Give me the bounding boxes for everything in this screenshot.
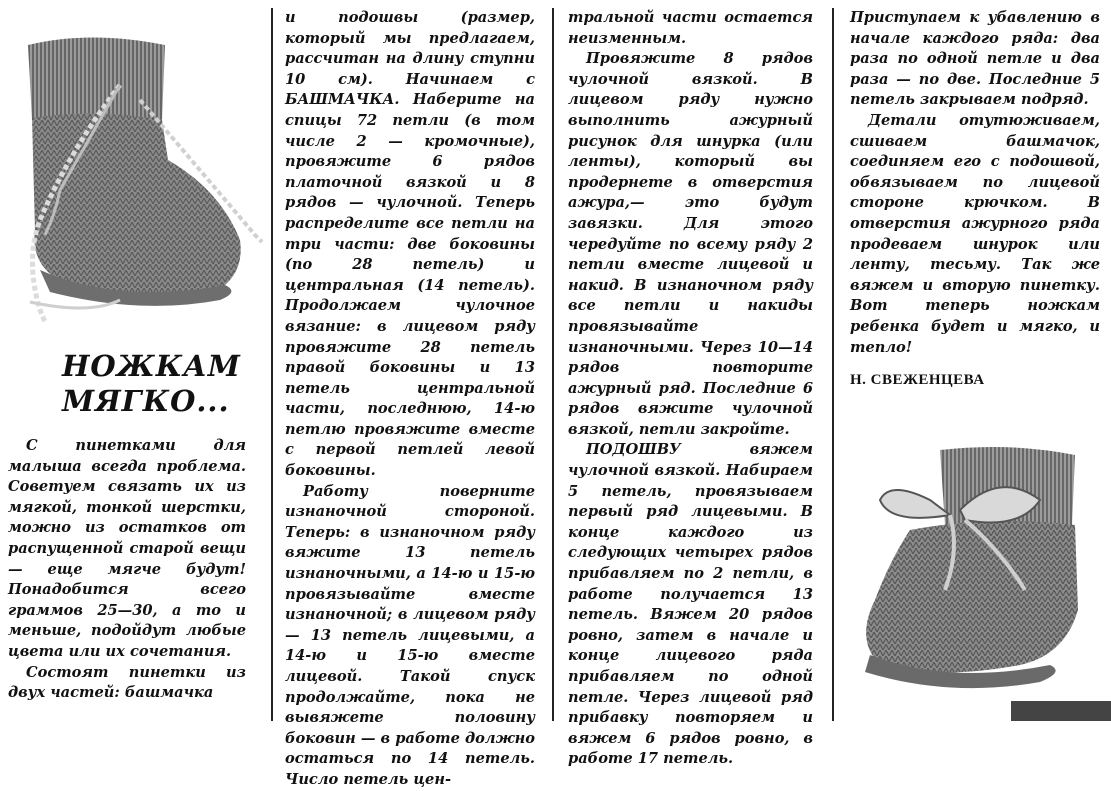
column-4 bbox=[850, 8, 1100, 358]
column-rule-2 bbox=[552, 8, 554, 721]
column-1 bbox=[8, 436, 246, 726]
col1-paragraph-1: С пинетками для малыша всегда проблема. Советуем связать их из мягкой, тонкой шерстки, можно из остатков от распущенной старой вещи — еще мягче будут! Понадобится всего граммов 25—30, а то и меньше, подойдут любые цвета или их сочетания. bbox=[8, 437, 246, 660]
col2-paragraph-2: Работу поверните изнаночной стороной. Теперь: в изнаночном ряду вяжите 13 петель изнаночными, а 14-ю и 15-ю провязывайте вместе изнаночной; в лицевом ряду — 13 петель лицевыми, а 14-ю и 15-ю вместе лицевой. Такой спуск продолжайте, пока не вывяжете половину боковин — в работе должно остаться по 14 петель. Число петель цен- bbox=[285, 482, 535, 788]
author-name: Н. СВЕЖЕНЦЕВА bbox=[850, 372, 985, 388]
col4-paragraph-2: Детали отутюживаем, сшиваем башмачок, соединяем его с подошвой, обвязываем по лицевой стороне крючком. В отверстия ажурного ряда продеваем шнурок или ленту, тесьму. Так же вяжем и вторую пинетку. Вот теперь ножкам ребенка будет и мягко, и тепло! bbox=[850, 111, 1100, 356]
column-3 bbox=[568, 8, 813, 768]
title-line-2: МЯГКО... bbox=[62, 384, 230, 418]
col3-paragraph-3: ПОДОШВУ вяжем чулочной вязкой. Набираем 5 петель, провязываем первый ряд лицевыми. В конце каждого из следующих четырех рядов прибавляем по 2 петли, в работе получается 13 петель. Вяжем 20 рядов ровно, затем в начале и конце лицевого ряда прибавляем по одной петле. Через лицевой ряд прибавку повторяем и вяжем 6 рядов ровно, в работе 17 петель. bbox=[568, 441, 813, 768]
bootie-photo-bottom bbox=[850, 440, 1111, 700]
column-2 bbox=[285, 8, 535, 788]
col4-paragraph-1: Приступаем к убавлению в начале каждого ряда: два раза по одной петле и два раза — по две. Последние 5 петель закрываем подряд. bbox=[850, 9, 1100, 109]
col2-paragraph-1: и подошвы (размер, который мы предлагаем, рассчитан на длину ступни 10 см). Начинаем с БАШМАЧКА. Наберите на спицы 72 петли (в том числе 2 — кромочные), провяжите 6 рядов платочной вязкой и 8 рядов — чулочной. Теперь распределите все петли на три части: две боковины (по 28 петель) и центральная (14 петель). Продолжаем чулочное вязание: в лицевом ряду провяжите 28 петель правой боковины и 13 петель центральной части, последнюю, 14-ю петлю провяжите вместе с первой петлей левой боковины. bbox=[285, 9, 535, 480]
col3-paragraph-1: тральной части остается неизменным. bbox=[568, 9, 813, 47]
column-rule-3 bbox=[832, 8, 834, 721]
col3-paragraph-2: Провяжите 8 рядов чулочной вязкой. В лицевом ряду нужно выполнить ажурный рисунок для шнурка (или ленты), который вы продернете в отверстия ажура,— это будут завязки. Для этого чередуйте по всему ряду 2 петли вместе лицевой и накид. В изнаночном ряду все петли и накиды провязывайте изнаночными. Через 10—14 рядов повторите ажурный ряд. Последние 6 рядов вяжите чулочной вязкой, петли закройте. bbox=[568, 50, 813, 438]
col1-paragraph-2: Состоят пинетки из двух частей: башмачка bbox=[8, 663, 246, 702]
bootie-photo-top bbox=[0, 30, 265, 330]
column-rule-1 bbox=[271, 8, 273, 721]
article-title bbox=[62, 350, 241, 418]
title-line-1: НОЖКАМ bbox=[62, 349, 241, 383]
page-edge-shadow bbox=[1011, 701, 1111, 721]
